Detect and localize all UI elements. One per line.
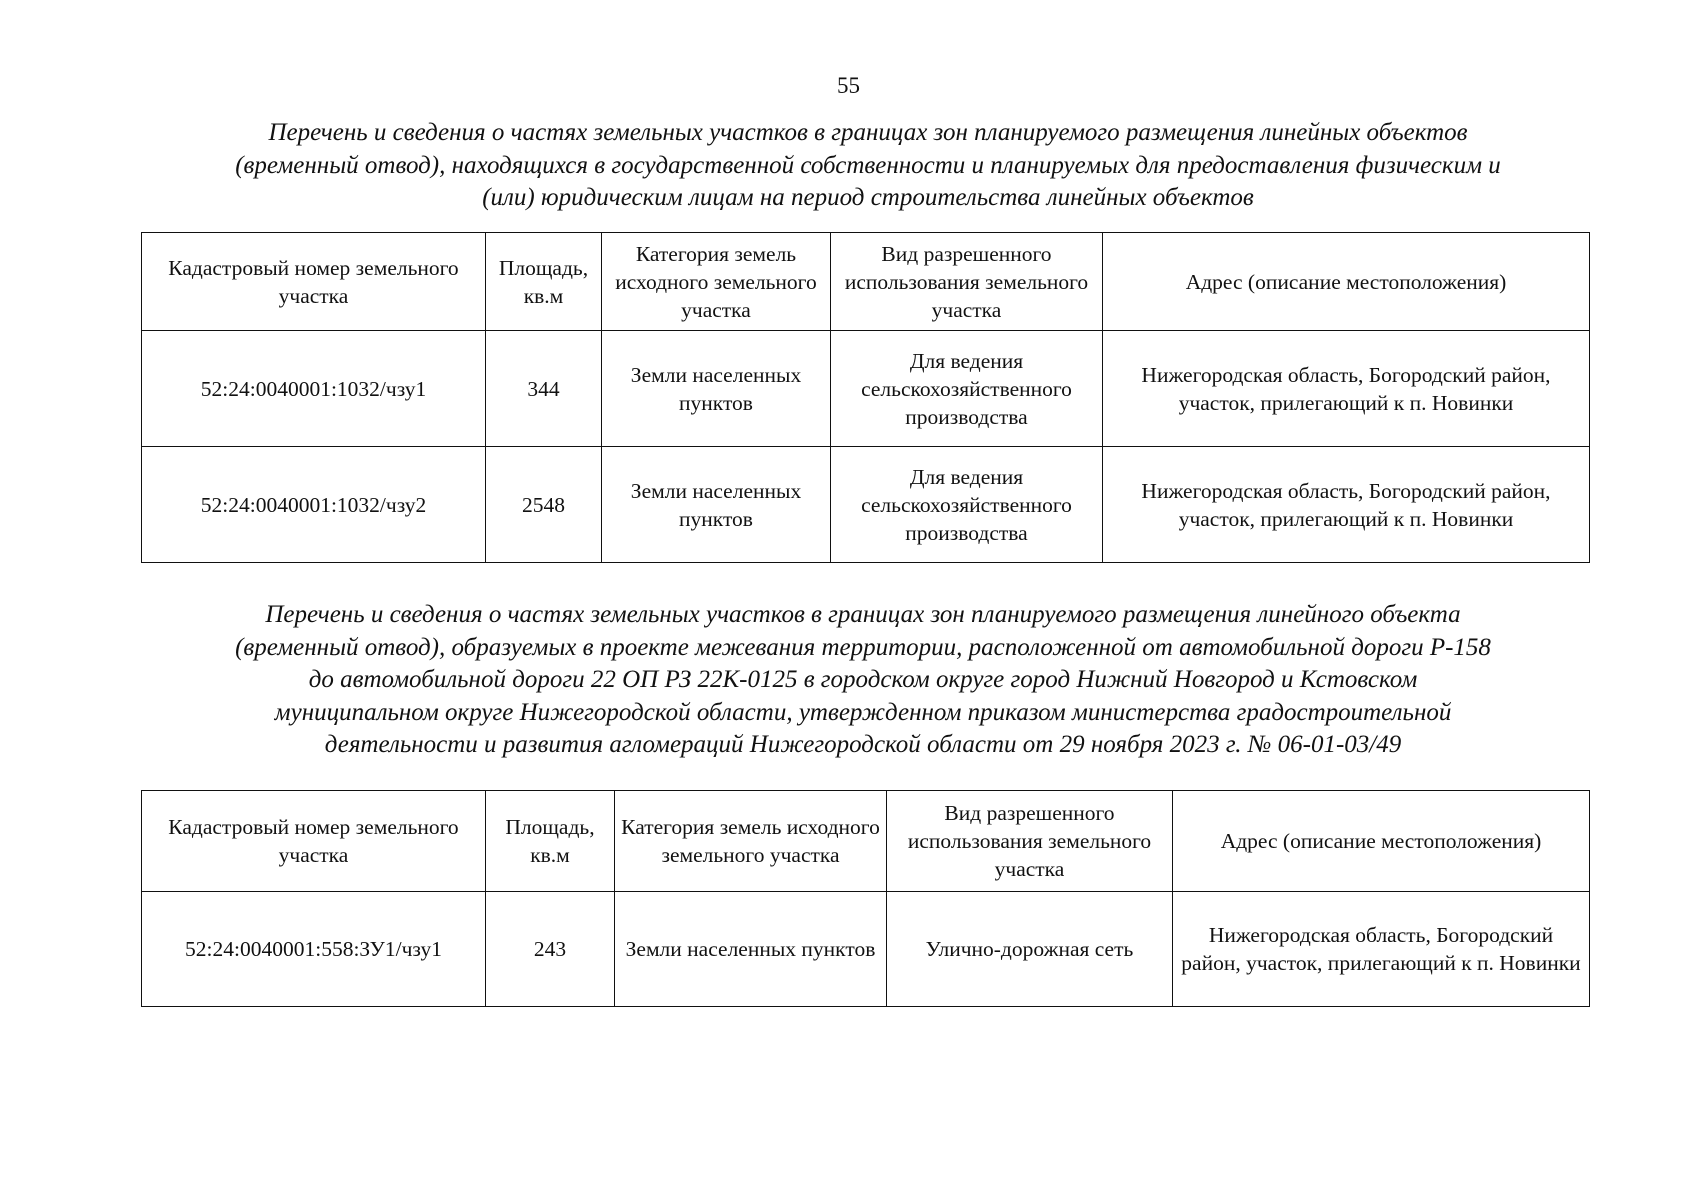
cell-area: 2548 bbox=[486, 447, 602, 563]
cell-permitted-use: Для ведения сельскохозяйственного производства bbox=[831, 331, 1103, 447]
page-number: 55 bbox=[837, 73, 860, 98]
cell-address: Нижегородская область, Богородский район, участок, прилегающий к п. Новинки bbox=[1173, 892, 1590, 1007]
header-category: Категория земель исходного земельного участка bbox=[602, 233, 831, 331]
cell-category: Земли населенных пунктов bbox=[615, 892, 887, 1007]
cell-area: 344 bbox=[486, 331, 602, 447]
header-cadastral: Кадастровый номер земельного участка bbox=[142, 233, 486, 331]
table-row bbox=[142, 892, 1590, 1007]
cell-category: Земли населенных пунктов bbox=[602, 447, 831, 563]
section-1-title bbox=[148, 117, 1588, 215]
cell-cadastral: 52:24:0040001:1032/чзу2 bbox=[142, 447, 486, 563]
land-parts-table-2 bbox=[141, 790, 1590, 1007]
cell-category: Земли населенных пунктов bbox=[602, 331, 831, 447]
cell-cadastral: 52:24:0040001:1032/чзу1 bbox=[142, 331, 486, 447]
section-1-title-line: (временный отвод), находящихся в государственной собственности и планируемых для предоставления физическим и bbox=[235, 151, 1501, 179]
section-2-title-line: Перечень и сведения о частях земельных участков в границах зон планируемого размещения линейного объекта bbox=[265, 601, 1461, 628]
land-parts-table-1 bbox=[141, 232, 1590, 563]
cell-address: Нижегородская область, Богородский район, участок, прилегающий к п. Новинки bbox=[1103, 447, 1590, 563]
section-1-title-line: (или) юридическим лицам на период строительства линейных объектов bbox=[482, 184, 1254, 211]
cell-permitted-use: Для ведения сельскохозяйственного производства bbox=[831, 447, 1103, 563]
header-cadastral: Кадастровый номер земельного участка bbox=[142, 791, 486, 892]
table-header-row bbox=[142, 791, 1590, 892]
cell-area: 243 bbox=[486, 892, 615, 1007]
cell-permitted-use: Улично-дорожная сеть bbox=[887, 892, 1173, 1007]
header-address: Адрес (описание местоположения) bbox=[1103, 233, 1590, 331]
table-row bbox=[142, 331, 1590, 447]
table-header-row bbox=[142, 233, 1590, 331]
table-row bbox=[142, 447, 1590, 563]
header-permitted-use: Вид разрешенного использования земельного участка bbox=[831, 233, 1103, 331]
section-2-title-line: деятельности и развития агломераций Нижегородской области от 29 ноября 2023 г. № 06-01-03/49 bbox=[324, 731, 1402, 758]
cell-cadastral: 52:24:0040001:558:ЗУ1/чзу1 bbox=[142, 892, 486, 1007]
header-address: Адрес (описание местоположения) bbox=[1173, 791, 1590, 892]
cell-address: Нижегородская область, Богородский район, участок, прилегающий к п. Новинки bbox=[1103, 331, 1590, 447]
section-2-title-line: (временный отвод), образуемых в проекте межевания территории, расположенной от автомобильной дороги Р-158 bbox=[235, 633, 1491, 661]
section-2-title-line: до автомобильной дороги 22 ОП РЗ 22К-0125 в городском округе город Нижний Новгород и Кстовском bbox=[308, 666, 1418, 693]
section-2-title bbox=[148, 599, 1578, 762]
header-category: Категория земель исходного земельного участка bbox=[615, 791, 887, 892]
header-permitted-use: Вид разрешенного использования земельного участка bbox=[887, 791, 1173, 892]
section-1-title-line: Перечень и сведения о частях земельных участков в границах зон планируемого размещения линейных объектов bbox=[268, 119, 1468, 146]
section-2-title-line: муниципальном округе Нижегородской области, утвержденном приказом министерства градостроительной bbox=[274, 698, 1452, 726]
header-area: Площадь, кв.м bbox=[486, 791, 615, 892]
header-area: Площадь, кв.м bbox=[486, 233, 602, 331]
